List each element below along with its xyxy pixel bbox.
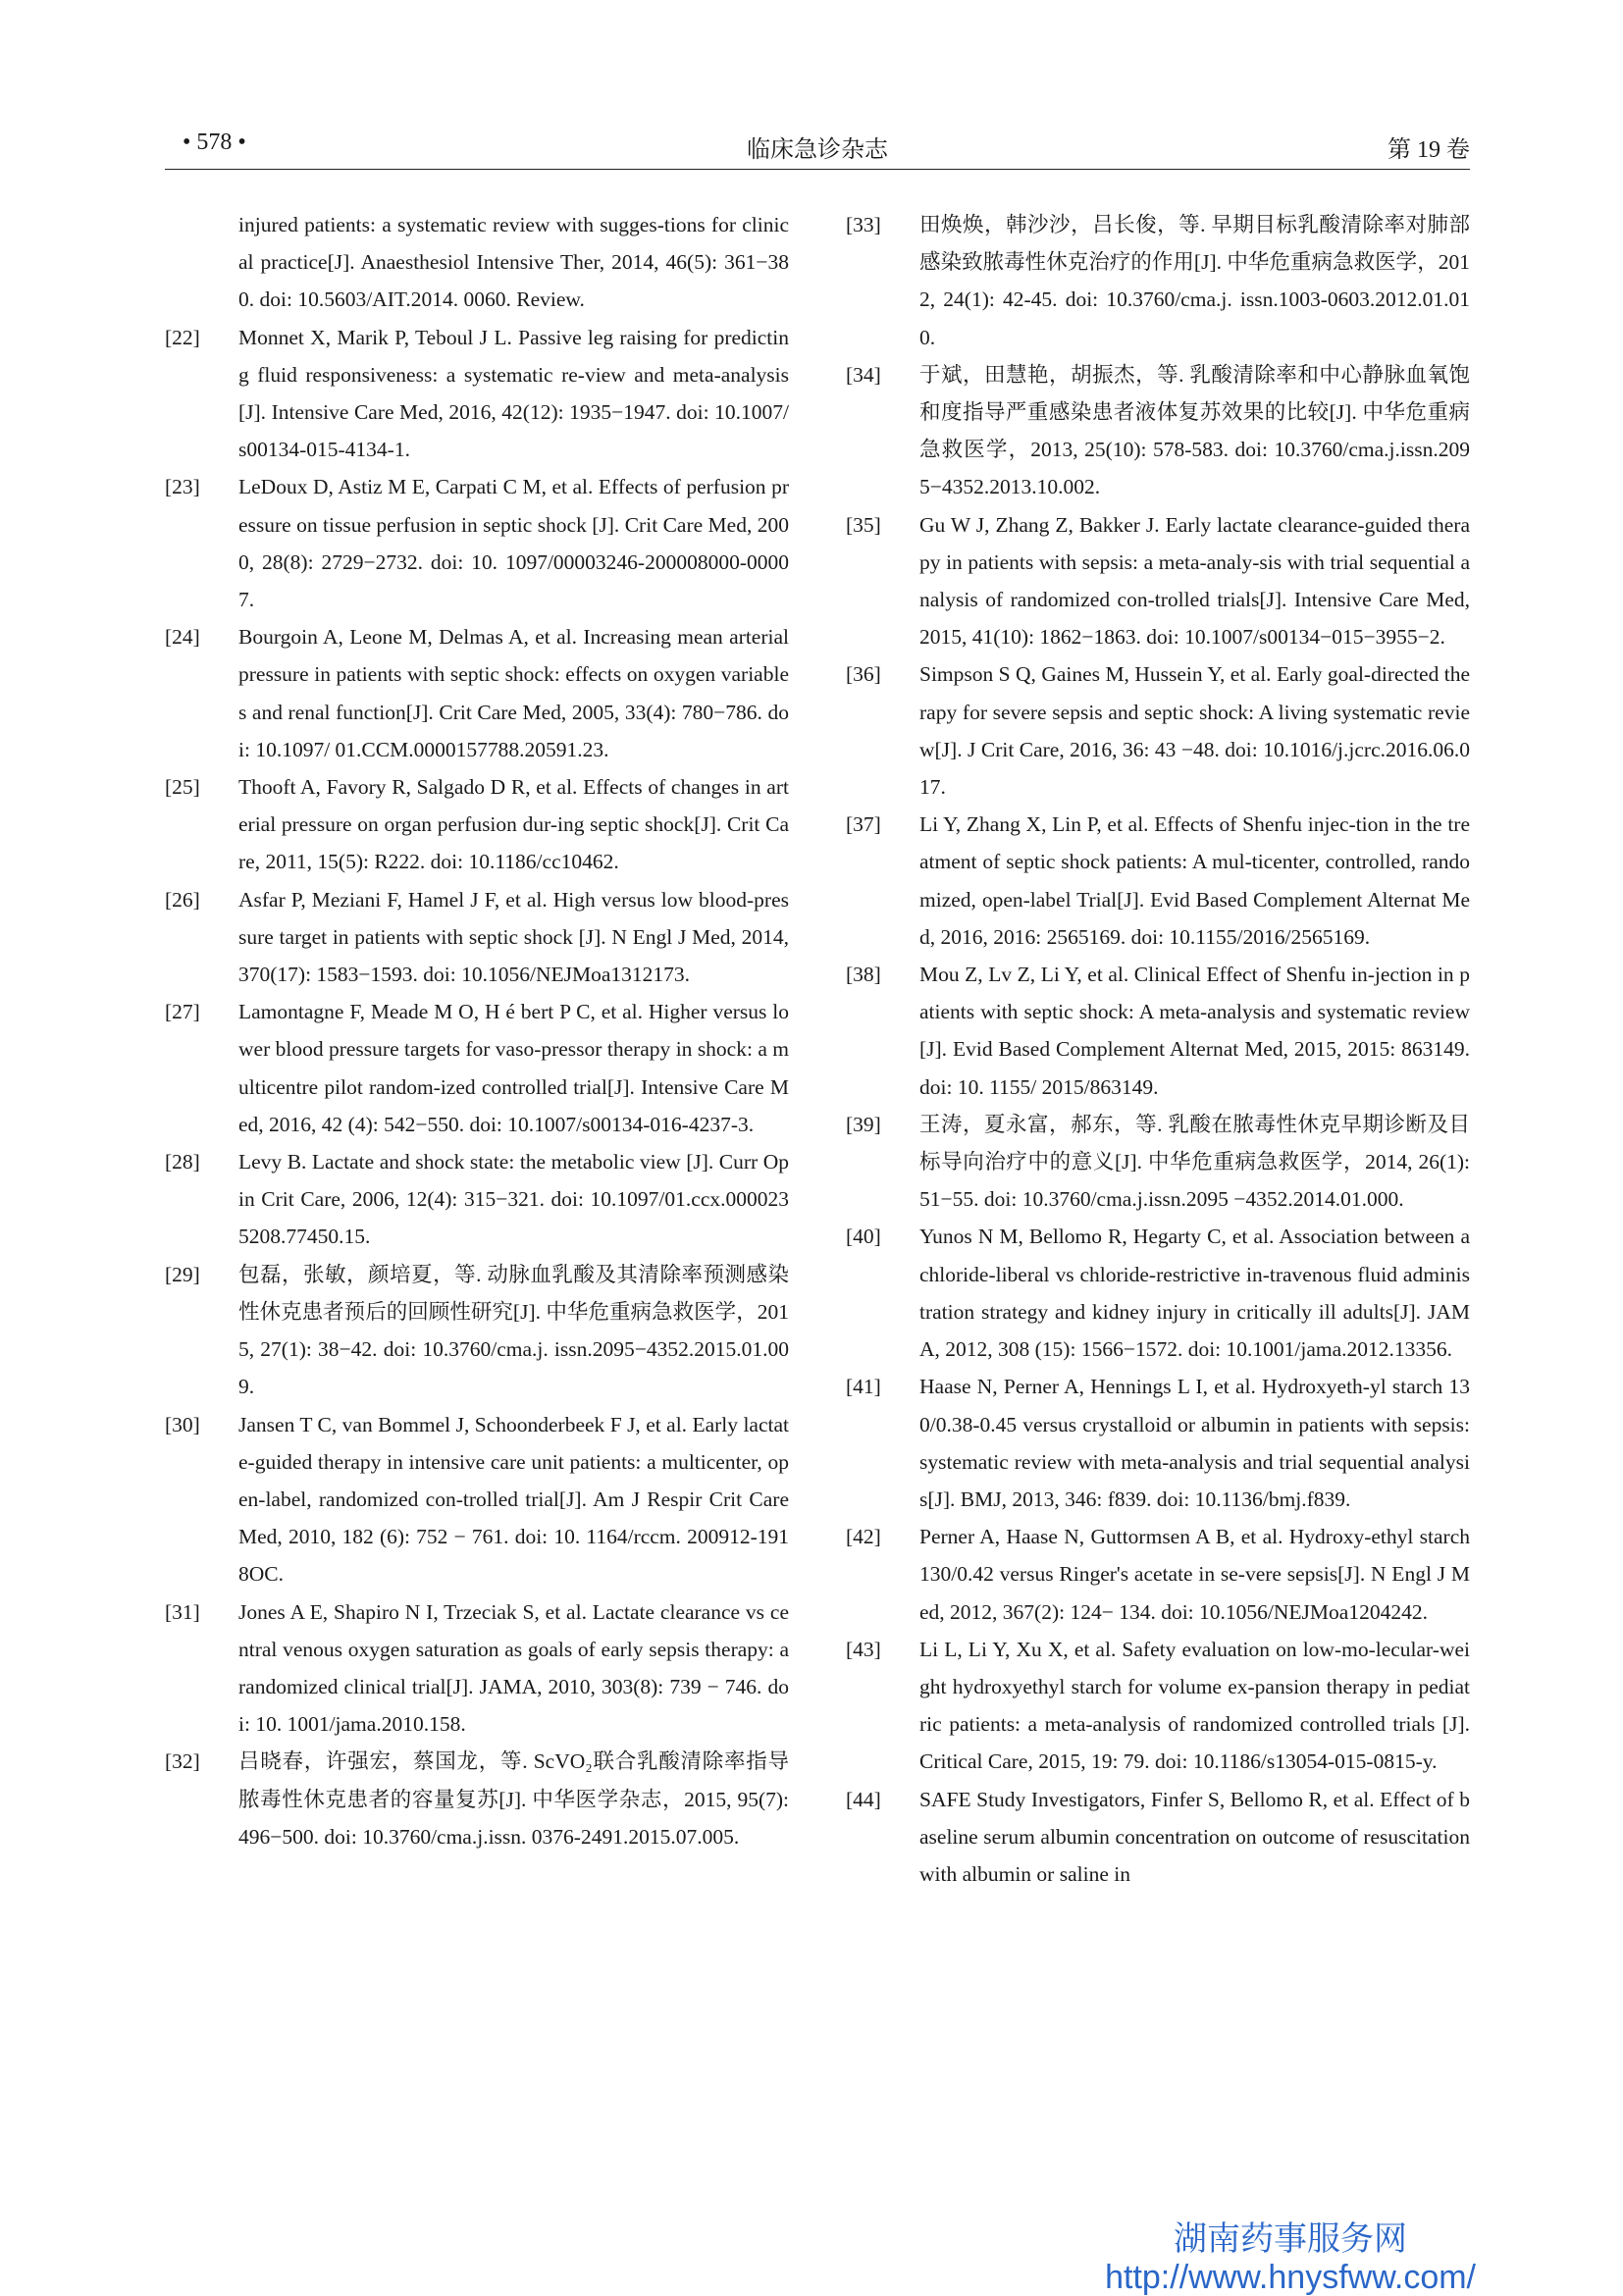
reference-text: Asfar P, Meziani F, Hamel J F, et al. High versus low blood-pressure target in patients with septic shock [J]. N Engl J Med, 2014, 370(17): 1583−1593. doi: 10.1056/NEJMoa1312173. bbox=[238, 887, 789, 987]
header-divider bbox=[165, 169, 1470, 170]
reference-item bbox=[165, 319, 789, 469]
reference-item bbox=[165, 1256, 789, 1406]
reference-item bbox=[165, 468, 789, 618]
reference-text: Li Y, Zhang X, Lin P, et al. Effects of Shenfu injec-tion in the treatment of septic shock patients: A mul-ticenter, controlled, randomized, open-label Trial[J]. Evid Based Complement Alternat Med, 2016, 2016: 2565169. doi: 10.1155/2016/2565169. bbox=[919, 812, 1470, 949]
reference-number: [32] bbox=[165, 1749, 200, 1774]
volume-label: 第 19 卷 bbox=[1387, 137, 1470, 163]
reference-item bbox=[846, 655, 1470, 806]
reference-text: LeDoux D, Astiz M E, Carpati C M, et al. Effects of perfusion pressure on tissue perfusion in septic shock [J]. Crit Care Med, 2000, 28(8): 2729−2732. doi: 10. 1097/00003246-200008000-00007. bbox=[238, 475, 789, 612]
reference-text: Bourgoin A, Leone M, Delmas A, et al. Increasing mean arterial pressure in patients with septic shock: effects on oxygen variables and renal function[J]. Crit Care Med, 2005, 33(4): 780−786. doi: 10.1097/ 01.CCM.0000157788.20591.23. bbox=[238, 625, 789, 761]
reference-column-left bbox=[165, 206, 789, 1855]
reference-item bbox=[846, 956, 1470, 1106]
reference-text: Haase N, Perner A, Hennings L I, et al. Hydroxyeth-yl starch 130/0.38-0.45 versus crystalloid or albumin in patients with sepsis: systematic review with meta-analysis and trial sequential analysis[J]. BMJ, 2013, 346: f839. doi: 10.1136/bmj.f839. bbox=[919, 1375, 1470, 1511]
running-header bbox=[165, 124, 1470, 169]
reference-item bbox=[165, 768, 789, 881]
reference-item bbox=[165, 618, 789, 768]
reference-item bbox=[846, 1781, 1470, 1894]
reference-number: [37] bbox=[846, 812, 881, 837]
watermark-site-name: 湖南药事服务网 bbox=[1174, 2219, 1408, 2259]
reference-text: Jones A E, Shapiro N I, Trzeciak S, et al. Lactate clearance vs central venous oxygen saturation as goals of early sepsis therapy: a randomized clinical trial[J]. JAMA, 2010, 303(8): 739 − 746. doi: 10. 1001/jama.2010.158. bbox=[238, 1599, 789, 1737]
reference-text: Thooft A, Favory R, Salgado D R, et al. Effects of changes in arterial pressure on organ perfusion dur-ing septic shock[J]. Crit Care, 2011, 15(5): R222. doi: 10.1186/cc10462. bbox=[238, 775, 789, 874]
reference-text: Simpson S Q, Gaines M, Hussein Y, et al. Early goal-directed therapy for severe sepsis and septic shock: A living systematic review[J]. J Crit Care, 2016, 36: 43 −48. doi: 10.1016/j.jcrc.2016.06.017. bbox=[919, 662, 1470, 800]
reference-item bbox=[165, 881, 789, 994]
reference-text: 于斌，田慧艳，胡振杰，等. 乳酸清除率和中心静脉血氧饱和度指导严重感染患者液体复苏效果的比较[J]. 中华危重病急救医学，2013, 25(10): 578-583. doi: 10.3760/cma.j.issn.2095−4352.2013.10.002. bbox=[919, 362, 1470, 499]
reference-column-right bbox=[846, 206, 1470, 1893]
reference-text: 吕晓春，许强宏，蔡国龙，等. ScVO₂联合乳酸清除率指导脓毒性休克患者的容量复苏[J]. 中华医学杂志，2015, 95(7): 496−500. doi: 10.3760/cma.j.issn. 0376-2491.2015.07.005. bbox=[238, 1749, 789, 1849]
reference-number: [33] bbox=[846, 213, 881, 236]
reference-text: Mou Z, Lv Z, Li Y, et al. Clinical Effect of Shenfu in-jection in patients with septic shock: A meta-analysis and systematic review[J]. Evid Based Complement Alternat Med, 2015, 2015: 863149. doi: 10. 1155/ 2015/863149. bbox=[919, 963, 1470, 1099]
reference-number: [31] bbox=[165, 1599, 200, 1624]
reference-text: Gu W J, Zhang Z, Bakker J. Early lactate clearance-guided therapy in patients with sepsis: a meta-analy-sis with trial sequential analysis of randomized con-trolled trials[J]. Intensive Care Med, 2015, 41(10): 1862−1863. doi: 10.1007/s00134−015−3955−2. bbox=[919, 512, 1470, 650]
reference-number: [35] bbox=[846, 512, 881, 537]
reference-number: [27] bbox=[165, 1000, 200, 1024]
reference-item bbox=[165, 1593, 789, 1744]
reference-number: [23] bbox=[165, 475, 200, 499]
page-number: • 578 • bbox=[183, 130, 246, 155]
reference-text: 王涛，夏永富，郝东，等. 乳酸在脓毒性休克早期诊断及目标导向治疗中的意义[J]. 中华危重病急救医学，2014, 26(1): 51−55. doi: 10.3760/cma.j.issn.2095 −4352.2014.01.000. bbox=[919, 1112, 1470, 1212]
reference-text: Monnet X, Marik P, Teboul J L. Passive leg raising for predicting fluid responsiveness: a systematic re-view and meta-analysis [J]. Intensive Care Med, 2016, 42(12): 1935−1947. doi: 10.1007/s00134-015-4134-1. bbox=[238, 325, 789, 462]
reference-text: Lamontagne F, Meade M O, H é bert P C, et al. Higher versus lower blood pressure targets for vaso-pressor therapy in shock: a multicentre pilot random-ized controlled trial[J]. Intensive Care Med, 2016, 42 (4): 542−550. doi: 10.1007/s00134-016-4237-3. bbox=[238, 1000, 789, 1136]
reference-item bbox=[165, 1143, 789, 1256]
reference-number: [42] bbox=[846, 1525, 881, 1549]
reference-item bbox=[846, 1518, 1470, 1631]
reference-item bbox=[846, 206, 1470, 356]
reference-number: [25] bbox=[165, 775, 200, 800]
reference-item bbox=[165, 1406, 789, 1593]
reference-number: [36] bbox=[846, 662, 881, 687]
reference-number: [38] bbox=[846, 963, 881, 987]
reference-number: [29] bbox=[165, 1262, 200, 1286]
reference-text: Perner A, Haase N, Guttormsen A B, et al. Hydroxy-ethyl starch 130/0.42 versus Ringer's acetate in se-vere sepsis[J]. N Engl J Med, 2012, 367(2): 124− 134. doi: 10.1056/NEJMoa1204242. bbox=[919, 1525, 1470, 1624]
reference-item bbox=[165, 1743, 789, 1855]
reference-number: [41] bbox=[846, 1375, 881, 1399]
reference-item bbox=[846, 1631, 1470, 1781]
reference-number: [44] bbox=[846, 1787, 881, 1811]
reference-text: SAFE Study Investigators, Finfer S, Bellomo R, et al. Effect of baseline serum albumin concentration on outcome of resuscitation with albumin or saline in bbox=[919, 1787, 1470, 1886]
journal-title: 临床急诊杂志 bbox=[747, 137, 888, 163]
reference-item bbox=[846, 1368, 1470, 1518]
reference-item bbox=[846, 356, 1470, 506]
reference-item bbox=[846, 506, 1470, 656]
reference-number: [28] bbox=[165, 1150, 200, 1174]
reference-number: [26] bbox=[165, 887, 200, 912]
reference-text: Jansen T C, van Bommel J, Schoonderbeek F J, et al. Early lactate-guided therapy in intensive care unit patients: a multicenter, open-label, randomized con-trolled trial[J]. Am J Respir Crit Care Med, 2010, 182 (6): 752 − 761. doi: 10. 1164/rccm. 200912-1918OC. bbox=[238, 1412, 789, 1587]
reference-item bbox=[165, 206, 789, 319]
reference-text: 田焕焕，韩沙沙，吕长俊，等. 早期目标乳酸清除率对肺部感染致脓毒性休克治疗的作用[J]. 中华危重病急救医学，2012, 24(1): 42-45. doi: 10.3760/cma.j. issn.1003-0603.2012.01.010. bbox=[919, 213, 1470, 349]
reference-text: Li L, Li Y, Xu X, et al. Safety evaluation on low-mo-lecular-weight hydroxyethyl starch for volume ex-pansion therapy in pediatric patients: a meta-analysis of randomized controlled trials [J]. Critical Care, 2015, 19: 79. doi: 10.1186/s13054-015-0815-y. bbox=[919, 1637, 1470, 1774]
reference-item bbox=[846, 1106, 1470, 1219]
reference-item bbox=[846, 1218, 1470, 1368]
watermark-url[interactable]: http://www.hnysfww.com/ bbox=[1105, 2259, 1476, 2296]
reference-item bbox=[165, 993, 789, 1143]
reference-number: [39] bbox=[846, 1112, 881, 1136]
reference-text: Yunos N M, Bellomo R, Hegarty C, et al. Association between a chloride-liberal vs chloride-restrictive in-travenous fluid administration strategy and kidney injury in critically ill adults[J]. JAMA, 2012, 308 (15): 1566−1572. doi: 10.1001/jama.2012.13356. bbox=[919, 1225, 1470, 1362]
reference-number: [43] bbox=[846, 1637, 881, 1661]
reference-text: Levy B. Lactate and shock state: the metabolic view [J]. Curr Opin Crit Care, 2006, 12(4): 315−321. doi: 10.1097/01.ccx.0000235208.77450.15. bbox=[238, 1150, 789, 1249]
reference-number: [24] bbox=[165, 625, 200, 650]
site-watermark bbox=[1105, 2219, 1476, 2296]
reference-number: [22] bbox=[165, 325, 200, 349]
reference-item bbox=[846, 806, 1470, 956]
reference-text: injured patients: a systematic review with sugges-tions for clinical practice[J]. Anaesthesiol Intensive Ther, 2014, 46(5): 361−380. doi: 10.5603/AIT.2014. 0060. Review. bbox=[238, 213, 789, 312]
reference-number: [34] bbox=[846, 362, 881, 387]
reference-number: [30] bbox=[165, 1412, 200, 1436]
reference-number: [40] bbox=[846, 1225, 881, 1249]
reference-text: 包磊，张敏，颜培夏，等. 动脉血乳酸及其清除率预测感染性休克患者预后的回顾性研究[J]. 中华危重病急救医学，2015, 27(1): 38−42. doi: 10.3760/cma.j. issn.2095−4352.2015.01.009. bbox=[238, 1262, 789, 1399]
